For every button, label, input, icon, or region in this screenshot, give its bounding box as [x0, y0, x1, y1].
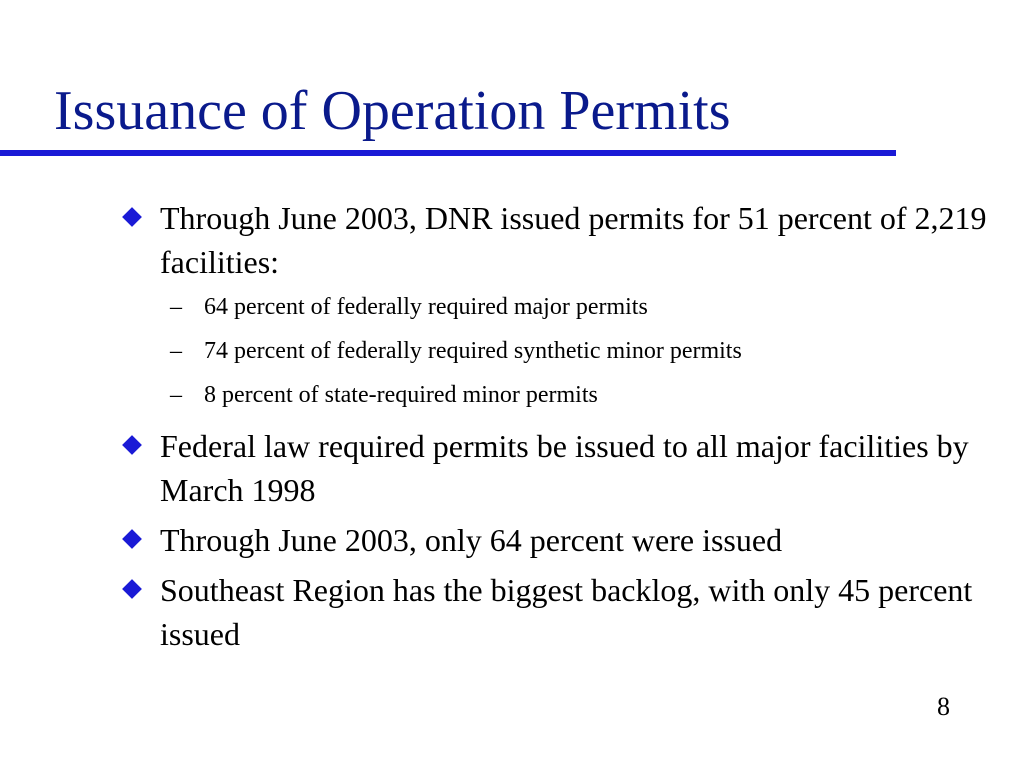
diamond-bullet-icon — [122, 579, 142, 599]
diamond-bullet-icon — [122, 207, 142, 227]
bullet-text: Through June 2003, DNR issued permits for 51 percent of 2,219 facilities: — [160, 200, 987, 280]
subbullet-item — [160, 336, 992, 366]
subbullet-text: 8 percent of state-required minor permits — [204, 382, 598, 408]
bullet-item — [122, 424, 992, 512]
subbullet-text: 74 percent of federally required synthetic minor permits — [204, 338, 742, 364]
bullet-text: Southeast Region has the biggest backlog, with only 45 percent issued — [160, 572, 973, 652]
subbullet-item — [160, 380, 992, 410]
title-underline — [0, 150, 896, 156]
subbullet-item — [160, 292, 992, 322]
bullet-item — [122, 568, 992, 656]
bullet-list — [122, 196, 992, 662]
dash-marker: – — [170, 382, 182, 408]
diamond-bullet-icon — [122, 435, 142, 455]
bullet-text: Through June 2003, only 64 percent were issued — [160, 522, 783, 558]
dash-marker: – — [170, 338, 182, 364]
slide-title: Issuance of Operation Permits — [54, 80, 731, 142]
bullet-text: Federal law required permits be issued to all major facilities by March 1998 — [160, 428, 969, 508]
dash-marker: – — [170, 294, 182, 320]
subbullet-list — [160, 292, 992, 410]
subbullet-text: 64 percent of federally required major permits — [204, 294, 648, 320]
bullet-item — [122, 518, 992, 562]
diamond-bullet-icon — [122, 529, 142, 549]
bullet-item — [122, 196, 992, 410]
page-number: 8 — [937, 692, 950, 721]
